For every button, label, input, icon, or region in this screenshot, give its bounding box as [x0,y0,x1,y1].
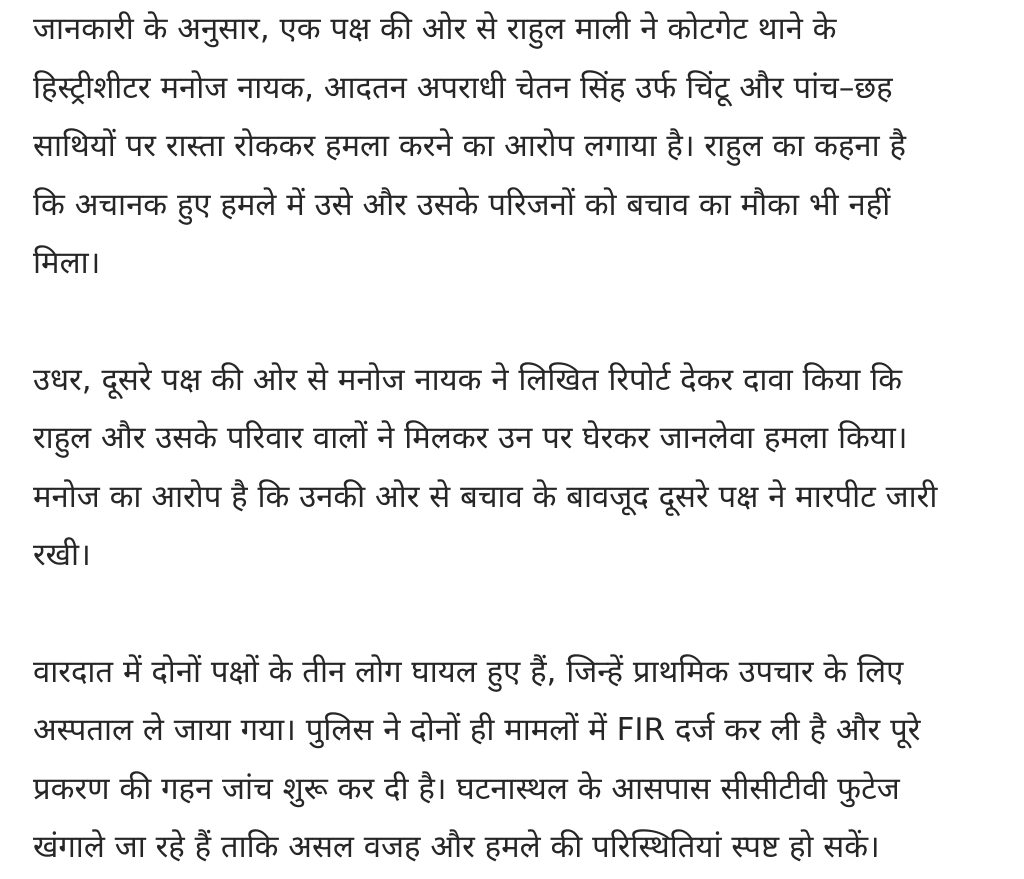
paragraph-3-line-2: अस्पताल ले जाया गया। पुलिस ने दोनों ही मामलों में FIR दर्ज कर ली है और पूरे [33,712,921,748]
paragraph-2-line-1: उधर, दूसरे पक्ष की ओर से मनोज नायक ने लिखित रिपोर्ट देकर दावा किया कि [33,361,903,398]
paragraph-3-line-3: प्रकरण की गहन जांच शुरू कर दी है। घटनास्थल के आसपास सीसीटीवी फुटेज [33,770,900,807]
paragraph-2-line-3: मनोज का आरोप है कि उनकी ओर से बचाव के बावजूद दूसरे पक्ष ने मारपीट जारी [33,478,938,515]
paragraph-1-line-1: जानकारी के अनुसार, एक पक्ष की ओर से राहुल माली ने कोटगेट थाने के [33,11,837,47]
paragraph-1-line-5: मिला। [33,245,101,281]
article-body [33,0,1018,877]
article-paragraph-2 [33,351,1018,585]
paragraph-1-line-2: हिस्ट्रीशीटर मनोज नायक, आदतन अपराधी चेतन सिंह उर्फ चिंटू और पांच–छह [33,69,893,106]
article-paragraph-3 [33,643,1018,877]
paragraph-3-line-1: वारदात में दोनों पक्षों के तीन लोग घायल हुए हैं, जिन्हें प्राथमिक उपचार के लिए [33,653,904,690]
paragraph-1-line-3: साथियों पर रास्ता रोककर हमला करने का आरोप लगाया है। राहुल का कहना है [33,128,906,164]
paragraph-2-line-4: रखी। [33,537,91,573]
paragraph-2-line-2: राहुल और उसके परिवार वालों ने मिलकर उन पर घेरकर जानलेवा हमला किया। [33,420,908,456]
article-paragraph-1 [33,0,1018,293]
paragraph-3-line-4: खंगाले जा रहे हैं ताकि असल वजह और हमले की परिस्थितियां स्पष्ट हो सकें। [33,829,880,865]
paragraph-1-line-4: कि अचानक हुए हमले में उसे और उसके परिजनों को बचाव का मौका भी नहीं [33,186,891,223]
